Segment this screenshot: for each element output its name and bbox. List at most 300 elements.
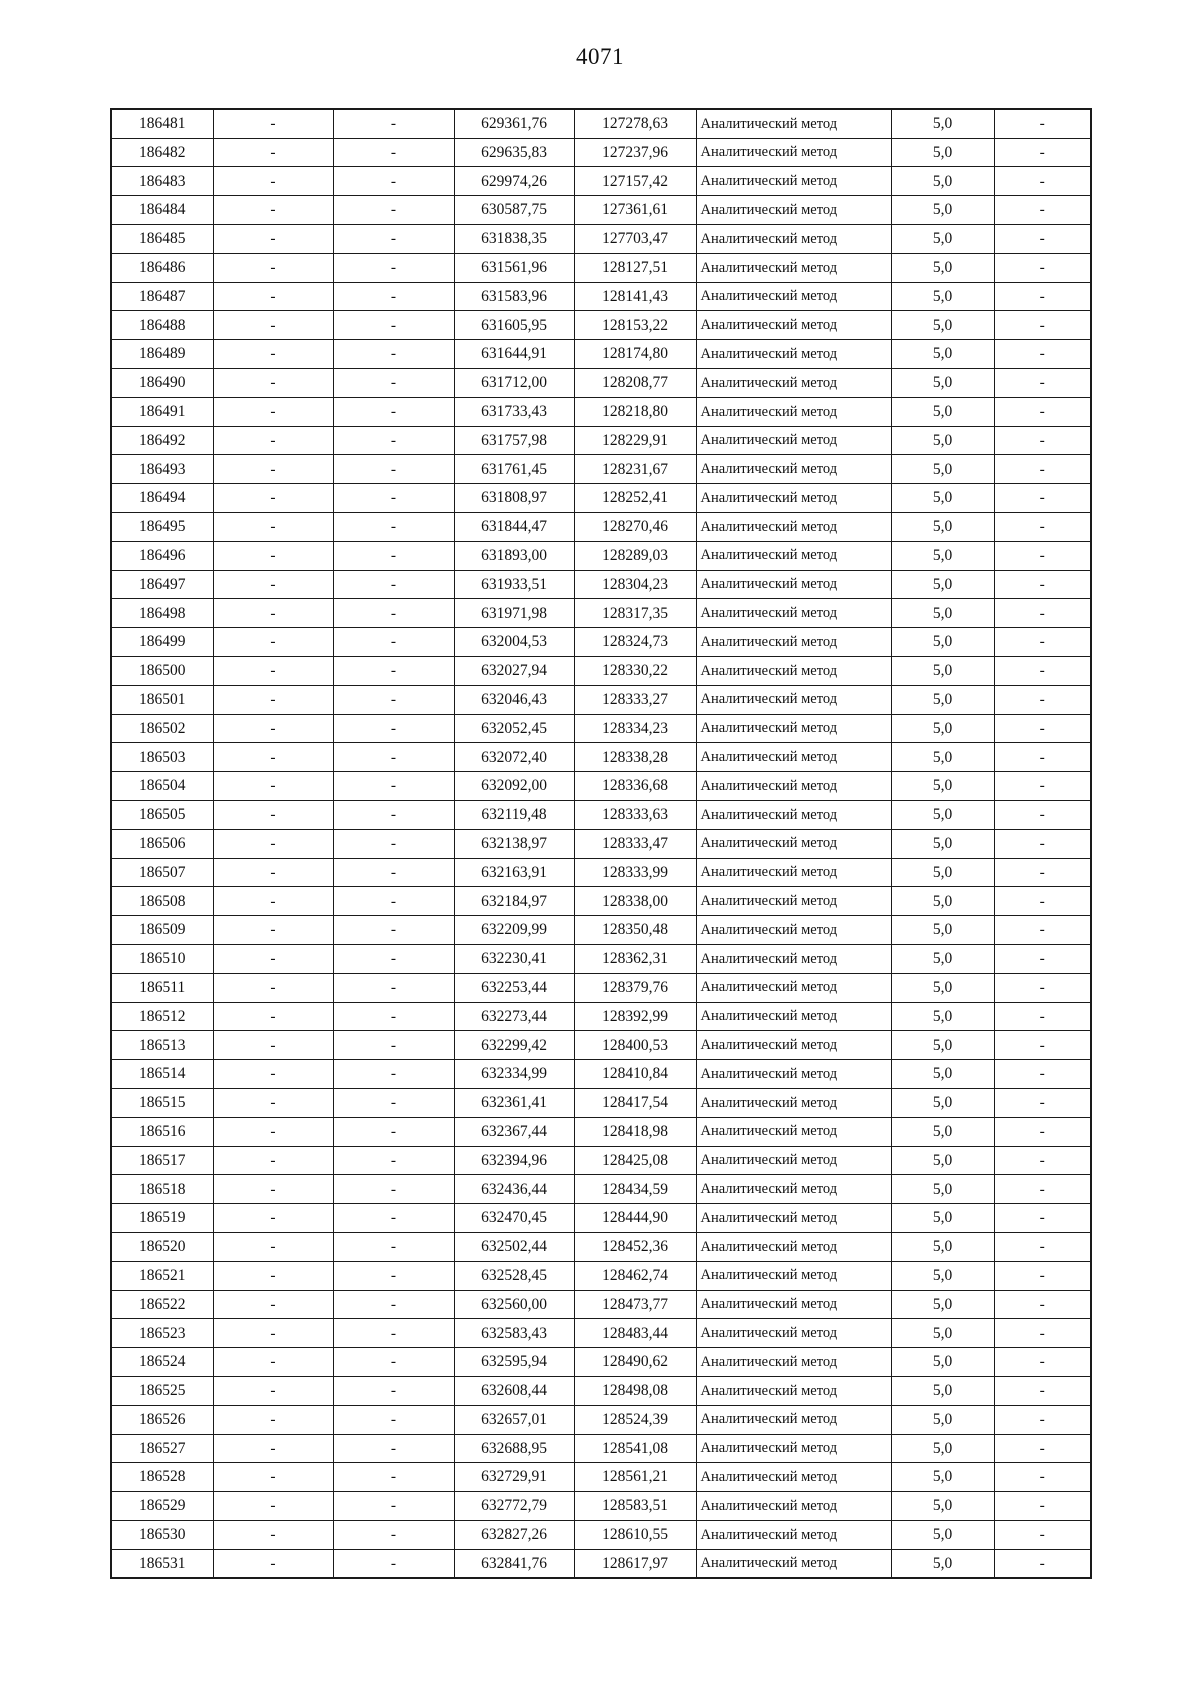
empty-dash-cell: - (333, 513, 454, 542)
table-row (111, 225, 1091, 254)
point-number-cell: 186486 (111, 253, 213, 282)
y-coordinate-cell: 128583,51 (574, 1492, 696, 1521)
x-coordinate-cell: 631971,98 (454, 599, 574, 628)
point-number-cell: 186519 (111, 1204, 213, 1233)
method-cell: Аналитический метод (696, 455, 891, 484)
method-cell: Аналитический метод (696, 858, 891, 887)
method-cell: Аналитический метод (696, 340, 891, 369)
point-number-cell: 186530 (111, 1520, 213, 1549)
x-coordinate-cell: 632583,43 (454, 1319, 574, 1348)
method-cell: Аналитический метод (696, 916, 891, 945)
method-cell: Аналитический метод (696, 1002, 891, 1031)
accuracy-cell: 5,0 (891, 455, 994, 484)
method-cell: Аналитический метод (696, 1290, 891, 1319)
accuracy-cell: 5,0 (891, 599, 994, 628)
empty-dash-cell: - (213, 657, 333, 686)
empty-dash-cell: - (994, 599, 1091, 628)
table-row (111, 714, 1091, 743)
method-cell: Аналитический метод (696, 801, 891, 830)
point-number-cell: 186494 (111, 484, 213, 513)
x-coordinate-cell: 631893,00 (454, 541, 574, 570)
table-row (111, 1088, 1091, 1117)
point-number-cell: 186512 (111, 1002, 213, 1031)
point-number-cell: 186511 (111, 973, 213, 1002)
table-row (111, 1348, 1091, 1377)
empty-dash-cell: - (333, 743, 454, 772)
x-coordinate-cell: 631733,43 (454, 397, 574, 426)
table-row (111, 282, 1091, 311)
empty-dash-cell: - (333, 196, 454, 225)
point-number-cell: 186506 (111, 829, 213, 858)
empty-dash-cell: - (994, 1405, 1091, 1434)
accuracy-cell: 5,0 (891, 628, 994, 657)
table-row (111, 1031, 1091, 1060)
method-cell: Аналитический метод (696, 253, 891, 282)
method-cell: Аналитический метод (696, 887, 891, 916)
empty-dash-cell: - (213, 1002, 333, 1031)
table-row (111, 973, 1091, 1002)
table-row (111, 1434, 1091, 1463)
method-cell: Аналитический метод (696, 426, 891, 455)
table-row (111, 916, 1091, 945)
empty-dash-cell: - (213, 801, 333, 830)
x-coordinate-cell: 632184,97 (454, 887, 574, 916)
method-cell: Аналитический метод (696, 1463, 891, 1492)
point-number-cell: 186493 (111, 455, 213, 484)
point-number-cell: 186522 (111, 1290, 213, 1319)
y-coordinate-cell: 128270,46 (574, 513, 696, 542)
x-coordinate-cell: 631583,96 (454, 282, 574, 311)
accuracy-cell: 5,0 (891, 685, 994, 714)
point-number-cell: 186485 (111, 225, 213, 254)
method-cell: Аналитический метод (696, 1520, 891, 1549)
accuracy-cell: 5,0 (891, 801, 994, 830)
accuracy-cell: 5,0 (891, 1117, 994, 1146)
method-cell: Аналитический метод (696, 1434, 891, 1463)
empty-dash-cell: - (333, 253, 454, 282)
table-row (111, 1290, 1091, 1319)
empty-dash-cell: - (994, 801, 1091, 830)
y-coordinate-cell: 127157,42 (574, 167, 696, 196)
accuracy-cell: 5,0 (891, 1520, 994, 1549)
y-coordinate-cell: 128610,55 (574, 1520, 696, 1549)
point-number-cell: 186497 (111, 570, 213, 599)
point-number-cell: 186481 (111, 109, 213, 138)
empty-dash-cell: - (994, 513, 1091, 542)
table-row (111, 1319, 1091, 1348)
y-coordinate-cell: 128473,77 (574, 1290, 696, 1319)
empty-dash-cell: - (213, 1088, 333, 1117)
table-row (111, 657, 1091, 686)
point-number-cell: 186489 (111, 340, 213, 369)
empty-dash-cell: - (333, 1088, 454, 1117)
point-number-cell: 186495 (111, 513, 213, 542)
empty-dash-cell: - (994, 1232, 1091, 1261)
x-coordinate-cell: 632367,44 (454, 1117, 574, 1146)
empty-dash-cell: - (333, 1405, 454, 1434)
point-number-cell: 186513 (111, 1031, 213, 1060)
accuracy-cell: 5,0 (891, 1290, 994, 1319)
y-coordinate-cell: 128418,98 (574, 1117, 696, 1146)
empty-dash-cell: - (213, 138, 333, 167)
method-cell: Аналитический метод (696, 714, 891, 743)
empty-dash-cell: - (213, 1492, 333, 1521)
empty-dash-cell: - (213, 887, 333, 916)
empty-dash-cell: - (213, 1434, 333, 1463)
y-coordinate-cell: 127703,47 (574, 225, 696, 254)
accuracy-cell: 5,0 (891, 225, 994, 254)
accuracy-cell: 5,0 (891, 138, 994, 167)
y-coordinate-cell: 128417,54 (574, 1088, 696, 1117)
y-coordinate-cell: 128333,47 (574, 829, 696, 858)
table-row (111, 829, 1091, 858)
empty-dash-cell: - (213, 916, 333, 945)
method-cell: Аналитический метод (696, 657, 891, 686)
method-cell: Аналитический метод (696, 1492, 891, 1521)
empty-dash-cell: - (994, 685, 1091, 714)
point-number-cell: 186520 (111, 1232, 213, 1261)
empty-dash-cell: - (213, 311, 333, 340)
empty-dash-cell: - (213, 1261, 333, 1290)
empty-dash-cell: - (994, 369, 1091, 398)
point-number-cell: 186528 (111, 1463, 213, 1492)
method-cell: Аналитический метод (696, 945, 891, 974)
empty-dash-cell: - (994, 253, 1091, 282)
empty-dash-cell: - (333, 1492, 454, 1521)
point-number-cell: 186484 (111, 196, 213, 225)
y-coordinate-cell: 128252,41 (574, 484, 696, 513)
y-coordinate-cell: 128444,90 (574, 1204, 696, 1233)
method-cell: Аналитический метод (696, 1319, 891, 1348)
empty-dash-cell: - (213, 1146, 333, 1175)
x-coordinate-cell: 632004,53 (454, 628, 574, 657)
y-coordinate-cell: 128231,67 (574, 455, 696, 484)
point-number-cell: 186499 (111, 628, 213, 657)
table-row (111, 513, 1091, 542)
empty-dash-cell: - (333, 801, 454, 830)
table-row (111, 1261, 1091, 1290)
table-row (111, 628, 1091, 657)
empty-dash-cell: - (333, 1060, 454, 1089)
y-coordinate-cell: 128524,39 (574, 1405, 696, 1434)
empty-dash-cell: - (213, 109, 333, 138)
table-row (111, 1060, 1091, 1089)
table-row (111, 109, 1091, 138)
empty-dash-cell: - (333, 599, 454, 628)
accuracy-cell: 5,0 (891, 1204, 994, 1233)
accuracy-cell: 5,0 (891, 1060, 994, 1089)
x-coordinate-cell: 631844,47 (454, 513, 574, 542)
x-coordinate-cell: 631838,35 (454, 225, 574, 254)
method-cell: Аналитический метод (696, 397, 891, 426)
accuracy-cell: 5,0 (891, 1376, 994, 1405)
method-cell: Аналитический метод (696, 1146, 891, 1175)
x-coordinate-cell: 632608,44 (454, 1376, 574, 1405)
y-coordinate-cell: 128338,00 (574, 887, 696, 916)
y-coordinate-cell: 128153,22 (574, 311, 696, 340)
accuracy-cell: 5,0 (891, 513, 994, 542)
y-coordinate-cell: 128289,03 (574, 541, 696, 570)
x-coordinate-cell: 632361,41 (454, 1088, 574, 1117)
empty-dash-cell: - (994, 772, 1091, 801)
y-coordinate-cell: 128338,28 (574, 743, 696, 772)
empty-dash-cell: - (213, 369, 333, 398)
point-number-cell: 186526 (111, 1405, 213, 1434)
empty-dash-cell: - (994, 1549, 1091, 1578)
method-cell: Аналитический метод (696, 1088, 891, 1117)
empty-dash-cell: - (213, 541, 333, 570)
x-coordinate-cell: 632502,44 (454, 1232, 574, 1261)
empty-dash-cell: - (213, 685, 333, 714)
x-coordinate-cell: 632334,99 (454, 1060, 574, 1089)
x-coordinate-cell: 632299,42 (454, 1031, 574, 1060)
empty-dash-cell: - (333, 1261, 454, 1290)
empty-dash-cell: - (213, 973, 333, 1002)
table-row (111, 369, 1091, 398)
table-row (111, 426, 1091, 455)
accuracy-cell: 5,0 (891, 1146, 994, 1175)
y-coordinate-cell: 128617,97 (574, 1549, 696, 1578)
table-row (111, 1232, 1091, 1261)
point-number-cell: 186498 (111, 599, 213, 628)
y-coordinate-cell: 128229,91 (574, 426, 696, 455)
table-row (111, 1520, 1091, 1549)
empty-dash-cell: - (994, 1031, 1091, 1060)
table-row (111, 887, 1091, 916)
empty-dash-cell: - (213, 484, 333, 513)
x-coordinate-cell: 632595,94 (454, 1348, 574, 1377)
table-row (111, 455, 1091, 484)
accuracy-cell: 5,0 (891, 1549, 994, 1578)
accuracy-cell: 5,0 (891, 916, 994, 945)
point-number-cell: 186517 (111, 1146, 213, 1175)
empty-dash-cell: - (213, 829, 333, 858)
empty-dash-cell: - (994, 1204, 1091, 1233)
method-cell: Аналитический метод (696, 1204, 891, 1233)
empty-dash-cell: - (333, 1376, 454, 1405)
empty-dash-cell: - (333, 685, 454, 714)
empty-dash-cell: - (213, 196, 333, 225)
point-number-cell: 186523 (111, 1319, 213, 1348)
page-number: 4071 (576, 44, 624, 69)
point-number-cell: 186518 (111, 1175, 213, 1204)
empty-dash-cell: - (333, 1290, 454, 1319)
point-number-cell: 186509 (111, 916, 213, 945)
empty-dash-cell: - (213, 772, 333, 801)
accuracy-cell: 5,0 (891, 196, 994, 225)
empty-dash-cell: - (213, 1117, 333, 1146)
method-cell: Аналитический метод (696, 685, 891, 714)
accuracy-cell: 5,0 (891, 1463, 994, 1492)
point-number-cell: 186491 (111, 397, 213, 426)
y-coordinate-cell: 128561,21 (574, 1463, 696, 1492)
accuracy-cell: 5,0 (891, 1002, 994, 1031)
empty-dash-cell: - (213, 1060, 333, 1089)
accuracy-cell: 5,0 (891, 1261, 994, 1290)
table-row (111, 599, 1091, 628)
x-coordinate-cell: 632688,95 (454, 1434, 574, 1463)
method-cell: Аналитический метод (696, 282, 891, 311)
empty-dash-cell: - (994, 1319, 1091, 1348)
empty-dash-cell: - (333, 1319, 454, 1348)
empty-dash-cell: - (994, 1002, 1091, 1031)
x-coordinate-cell: 631561,96 (454, 253, 574, 282)
y-coordinate-cell: 128410,84 (574, 1060, 696, 1089)
y-coordinate-cell: 128498,08 (574, 1376, 696, 1405)
point-number-cell: 186490 (111, 369, 213, 398)
empty-dash-cell: - (333, 829, 454, 858)
accuracy-cell: 5,0 (891, 1088, 994, 1117)
accuracy-cell: 5,0 (891, 1492, 994, 1521)
empty-dash-cell: - (333, 772, 454, 801)
y-coordinate-cell: 128141,43 (574, 282, 696, 311)
point-number-cell: 186516 (111, 1117, 213, 1146)
point-number-cell: 186529 (111, 1492, 213, 1521)
y-coordinate-cell: 127361,61 (574, 196, 696, 225)
empty-dash-cell: - (333, 1175, 454, 1204)
empty-dash-cell: - (994, 138, 1091, 167)
point-number-cell: 186514 (111, 1060, 213, 1089)
y-coordinate-cell: 128490,62 (574, 1348, 696, 1377)
empty-dash-cell: - (994, 426, 1091, 455)
method-cell: Аналитический метод (696, 628, 891, 657)
method-cell: Аналитический метод (696, 167, 891, 196)
empty-dash-cell: - (994, 945, 1091, 974)
y-coordinate-cell: 128127,51 (574, 253, 696, 282)
empty-dash-cell: - (213, 858, 333, 887)
x-coordinate-cell: 632209,99 (454, 916, 574, 945)
point-number-cell: 186483 (111, 167, 213, 196)
empty-dash-cell: - (994, 1088, 1091, 1117)
empty-dash-cell: - (333, 282, 454, 311)
table-row (111, 945, 1091, 974)
y-coordinate-cell: 128400,53 (574, 1031, 696, 1060)
empty-dash-cell: - (333, 369, 454, 398)
y-coordinate-cell: 128317,35 (574, 599, 696, 628)
empty-dash-cell: - (333, 628, 454, 657)
table-row (111, 685, 1091, 714)
table-row (111, 196, 1091, 225)
x-coordinate-cell: 632772,79 (454, 1492, 574, 1521)
method-cell: Аналитический метод (696, 1117, 891, 1146)
point-number-cell: 186525 (111, 1376, 213, 1405)
empty-dash-cell: - (333, 714, 454, 743)
empty-dash-cell: - (333, 426, 454, 455)
empty-dash-cell: - (994, 916, 1091, 945)
table-row (111, 1146, 1091, 1175)
empty-dash-cell: - (994, 225, 1091, 254)
accuracy-cell: 5,0 (891, 426, 994, 455)
empty-dash-cell: - (994, 1261, 1091, 1290)
empty-dash-cell: - (213, 1376, 333, 1405)
x-coordinate-cell: 632072,40 (454, 743, 574, 772)
y-coordinate-cell: 128334,23 (574, 714, 696, 743)
x-coordinate-cell: 632027,94 (454, 657, 574, 686)
x-coordinate-cell: 632657,01 (454, 1405, 574, 1434)
table-row (111, 1492, 1091, 1521)
accuracy-cell: 5,0 (891, 369, 994, 398)
empty-dash-cell: - (213, 397, 333, 426)
x-coordinate-cell: 632273,44 (454, 1002, 574, 1031)
empty-dash-cell: - (213, 1405, 333, 1434)
accuracy-cell: 5,0 (891, 570, 994, 599)
empty-dash-cell: - (333, 945, 454, 974)
empty-dash-cell: - (333, 570, 454, 599)
method-cell: Аналитический метод (696, 196, 891, 225)
x-coordinate-cell: 632528,45 (454, 1261, 574, 1290)
accuracy-cell: 5,0 (891, 541, 994, 570)
empty-dash-cell: - (213, 1031, 333, 1060)
empty-dash-cell: - (213, 340, 333, 369)
empty-dash-cell: - (333, 311, 454, 340)
point-number-cell: 186505 (111, 801, 213, 830)
point-number-cell: 186524 (111, 1348, 213, 1377)
y-coordinate-cell: 128452,36 (574, 1232, 696, 1261)
empty-dash-cell: - (333, 1549, 454, 1578)
x-coordinate-cell: 632052,45 (454, 714, 574, 743)
empty-dash-cell: - (994, 657, 1091, 686)
empty-dash-cell: - (333, 225, 454, 254)
method-cell: Аналитический метод (696, 109, 891, 138)
table-row (111, 1463, 1091, 1492)
table-row (111, 1002, 1091, 1031)
point-number-cell: 186508 (111, 887, 213, 916)
table-row (111, 858, 1091, 887)
empty-dash-cell: - (333, 657, 454, 686)
y-coordinate-cell: 128208,77 (574, 369, 696, 398)
table-row (111, 801, 1091, 830)
empty-dash-cell: - (213, 743, 333, 772)
y-coordinate-cell: 128350,48 (574, 916, 696, 945)
empty-dash-cell: - (333, 1002, 454, 1031)
table-row (111, 311, 1091, 340)
y-coordinate-cell: 128541,08 (574, 1434, 696, 1463)
empty-dash-cell: - (213, 167, 333, 196)
empty-dash-cell: - (994, 973, 1091, 1002)
y-coordinate-cell: 128333,99 (574, 858, 696, 887)
accuracy-cell: 5,0 (891, 1175, 994, 1204)
empty-dash-cell: - (994, 570, 1091, 599)
empty-dash-cell: - (333, 1146, 454, 1175)
table-row (111, 1117, 1091, 1146)
x-coordinate-cell: 630587,75 (454, 196, 574, 225)
coordinates-table (110, 108, 1092, 1579)
empty-dash-cell: - (994, 1463, 1091, 1492)
y-coordinate-cell: 128362,31 (574, 945, 696, 974)
x-coordinate-cell: 632046,43 (454, 685, 574, 714)
empty-dash-cell: - (213, 1520, 333, 1549)
x-coordinate-cell: 632092,00 (454, 772, 574, 801)
method-cell: Аналитический метод (696, 1175, 891, 1204)
empty-dash-cell: - (994, 1146, 1091, 1175)
table-row (111, 397, 1091, 426)
method-cell: Аналитический метод (696, 973, 891, 1002)
y-coordinate-cell: 128333,63 (574, 801, 696, 830)
point-number-cell: 186496 (111, 541, 213, 570)
accuracy-cell: 5,0 (891, 1319, 994, 1348)
point-number-cell: 186510 (111, 945, 213, 974)
empty-dash-cell: - (994, 628, 1091, 657)
accuracy-cell: 5,0 (891, 397, 994, 426)
y-coordinate-cell: 128392,99 (574, 1002, 696, 1031)
empty-dash-cell: - (994, 397, 1091, 426)
x-coordinate-cell: 631933,51 (454, 570, 574, 599)
table-row (111, 138, 1091, 167)
x-coordinate-cell: 632436,44 (454, 1175, 574, 1204)
y-coordinate-cell: 128425,08 (574, 1146, 696, 1175)
x-coordinate-cell: 632841,76 (454, 1549, 574, 1578)
table-row (111, 167, 1091, 196)
